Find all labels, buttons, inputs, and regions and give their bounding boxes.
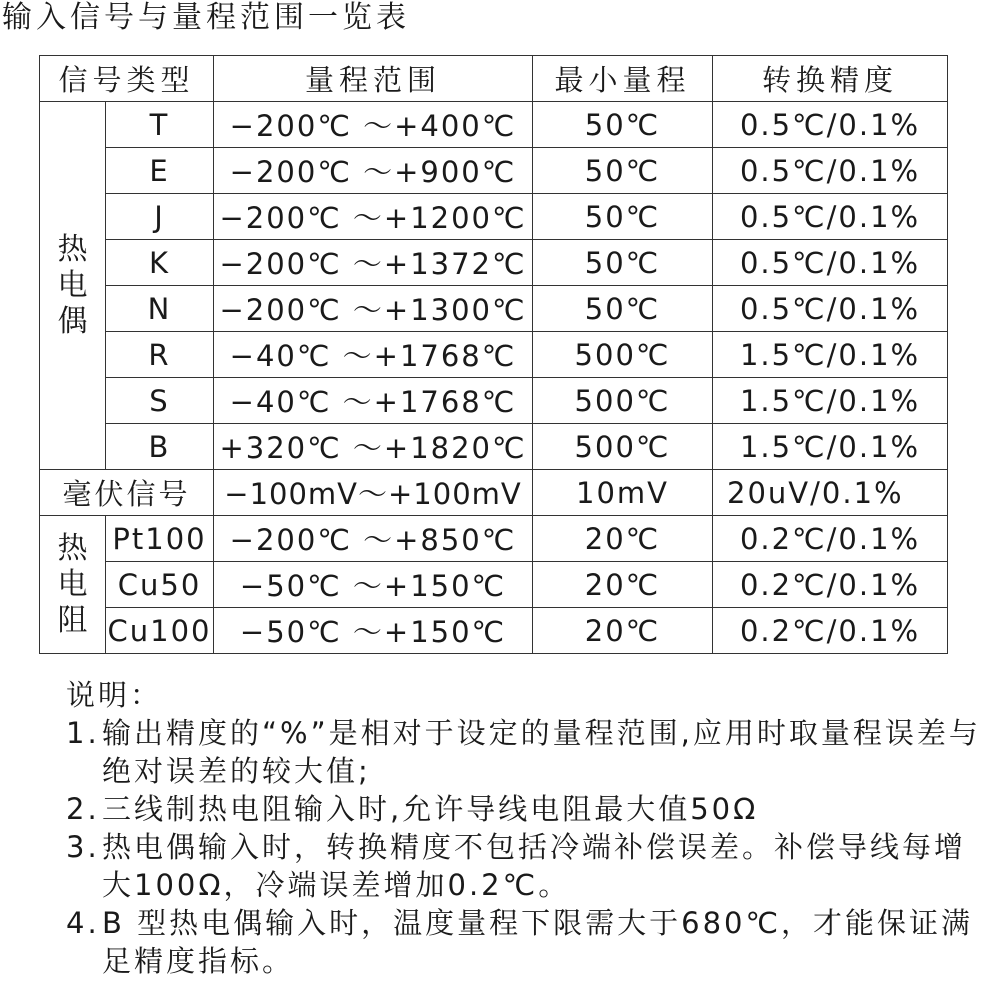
cell-range: −200℃ ～+1200℃ <box>214 194 533 240</box>
cell-range: −200℃ ～+900℃ <box>214 148 533 194</box>
cell-type: N <box>106 286 214 332</box>
header-range: 量程范围 <box>214 56 533 102</box>
table-row <box>40 332 948 378</box>
cell-min-span: 20℃ <box>533 562 713 608</box>
group-thermocouple: 热 电 偶 <box>40 102 106 470</box>
note-item <box>66 828 986 904</box>
notes-section <box>66 676 986 980</box>
cell-accuracy: 0.5℃/0.1% <box>713 148 948 194</box>
cell-min-span: 20℃ <box>533 516 713 562</box>
cell-range: −50℃ ～+150℃ <box>214 562 533 608</box>
cell-type: E <box>106 148 214 194</box>
table-row <box>40 470 948 516</box>
cell-type: R <box>106 332 214 378</box>
cell-range: −100mV～+100mV <box>214 470 533 516</box>
table-row <box>40 424 948 470</box>
note-item <box>66 790 986 828</box>
cell-type: K <box>106 240 214 286</box>
cell-accuracy: 0.5℃/0.1% <box>713 102 948 148</box>
table-row <box>40 102 948 148</box>
cell-range: −200℃ ～+1300℃ <box>214 286 533 332</box>
note-item <box>66 714 986 790</box>
cell-range: −200℃ ～+850℃ <box>214 516 533 562</box>
notes-heading: 说明： <box>66 678 163 712</box>
cell-min-span: 50℃ <box>533 194 713 240</box>
cell-accuracy: 0.2℃/0.1% <box>713 516 948 562</box>
cell-accuracy: 20uV/0.1% <box>713 470 948 516</box>
header-signal-type: 信号类型 <box>40 56 214 102</box>
cell-min-span: 10mV <box>533 470 713 516</box>
header-min-span: 最小量程 <box>533 56 713 102</box>
cell-min-span: 500℃ <box>533 378 713 424</box>
table-row <box>40 378 948 424</box>
cell-range: −40℃ ～+1768℃ <box>214 332 533 378</box>
table-row <box>40 286 948 332</box>
note-text: 热电偶输入时，转换精度不包括冷端补偿误差。补偿导线每增大100Ω，冷端误差增加0.2℃。 <box>102 830 967 902</box>
cell-range: +320℃ ～+1820℃ <box>214 424 533 470</box>
cell-min-span: 50℃ <box>533 240 713 286</box>
cell-type: Pt100 <box>106 516 214 562</box>
note-text: B 型热电偶输入时，温度量程下限需大于680℃，才能保证满足精度指标。 <box>102 906 974 978</box>
group-rtd: 热 电 阻 <box>40 516 106 654</box>
cell-range: −40℃ ～+1768℃ <box>214 378 533 424</box>
cell-type: T <box>106 102 214 148</box>
table-row <box>40 562 948 608</box>
cell-min-span: 50℃ <box>533 286 713 332</box>
cell-type: S <box>106 378 214 424</box>
note-item <box>66 904 986 980</box>
document-title: 输入信号与量程范围一览表 <box>2 0 410 35</box>
note-number: 1. <box>66 716 100 750</box>
cell-type: J <box>106 194 214 240</box>
table-row <box>40 148 948 194</box>
cell-accuracy: 1.5℃/0.1% <box>713 424 948 470</box>
cell-min-span: 50℃ <box>533 102 713 148</box>
cell-type: Cu50 <box>106 562 214 608</box>
cell-range: −50℃ ～+150℃ <box>214 608 533 654</box>
cell-accuracy: 1.5℃/0.1% <box>713 332 948 378</box>
cell-accuracy: 0.5℃/0.1% <box>713 240 948 286</box>
table-row <box>40 516 948 562</box>
note-number: 3. <box>66 830 100 864</box>
cell-accuracy: 0.2℃/0.1% <box>713 608 948 654</box>
note-number: 2. <box>66 792 100 826</box>
cell-type: Cu100 <box>106 608 214 654</box>
cell-accuracy: 1.5℃/0.1% <box>713 378 948 424</box>
note-number: 4. <box>66 906 100 940</box>
cell-accuracy: 0.5℃/0.1% <box>713 194 948 240</box>
group-millivolt: 毫伏信号 <box>40 470 214 516</box>
cell-range: −200℃ ～+400℃ <box>214 102 533 148</box>
cell-type: B <box>106 424 214 470</box>
header-accuracy: 转换精度 <box>713 56 948 102</box>
cell-accuracy: 0.2℃/0.1% <box>713 562 948 608</box>
cell-min-span: 20℃ <box>533 608 713 654</box>
table-header-row <box>40 56 948 102</box>
note-text: 输出精度的“%”是相对于设定的量程范围,应用时取量程误差与绝对误差的较大值; <box>102 716 981 788</box>
signal-range-table <box>39 55 948 654</box>
table-row <box>40 608 948 654</box>
cell-range: −200℃ ～+1372℃ <box>214 240 533 286</box>
cell-min-span: 50℃ <box>533 148 713 194</box>
cell-min-span: 500℃ <box>533 424 713 470</box>
table-row <box>40 194 948 240</box>
cell-min-span: 500℃ <box>533 332 713 378</box>
table-row <box>40 240 948 286</box>
note-text: 三线制热电阻输入时,允许导线电阻最大值50Ω <box>102 792 759 826</box>
cell-accuracy: 0.5℃/0.1% <box>713 286 948 332</box>
